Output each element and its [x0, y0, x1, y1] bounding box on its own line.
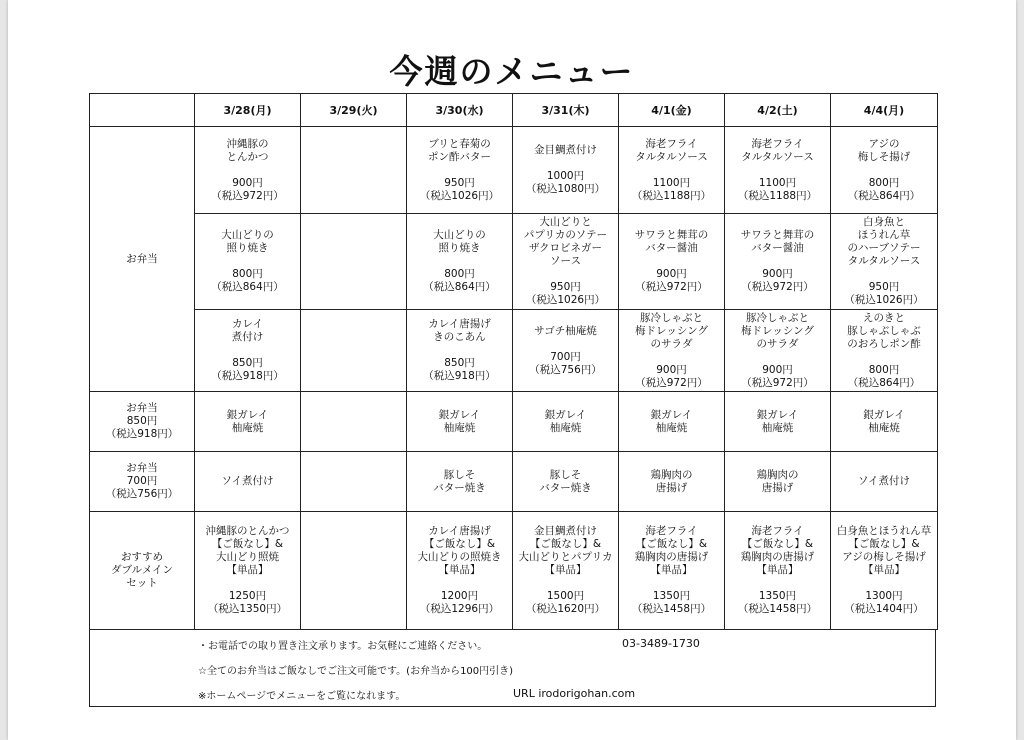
spacer: [725, 164, 830, 177]
price-tax: （税込972円）: [741, 281, 814, 293]
price: 900円: [762, 268, 793, 280]
price: 800円: [444, 268, 475, 280]
dish-name: 大山どりと パプリカのソテー ザクロビネガー ソース: [523, 216, 608, 267]
menu-item: [407, 229, 512, 294]
dish-name: 金目鯛煮付け 【ご飯なし】& 大山どりとパプリカ 【単品】: [518, 525, 613, 576]
spacer: [407, 577, 512, 590]
spacer: [831, 351, 937, 364]
menu-item: [619, 229, 724, 294]
spacer: [513, 268, 618, 281]
footer-no-rice-note: ☆全てのお弁当はご飯なしでご注文可能です。(お弁当から100円引き): [198, 666, 514, 677]
menu-cell: [831, 214, 938, 310]
dish-name: カレイ唐揚げ 【ご飯なし】& 大山どりの照焼き 【単品】: [417, 525, 502, 576]
price: 1100円: [652, 176, 691, 189]
table-row: [90, 392, 938, 452]
dish-name: サゴチ柚庵焼: [534, 324, 597, 337]
menu-cell: [407, 310, 513, 392]
row-label-bento: お弁当: [90, 127, 195, 392]
menu-cell: [301, 214, 407, 310]
menu-cell: [619, 214, 725, 310]
spacer: [619, 351, 724, 364]
price: 1350円: [652, 590, 691, 602]
menu-item: [513, 325, 618, 377]
menu-cell: [301, 310, 407, 392]
menu-cell: [513, 310, 619, 392]
price: 1200円: [440, 590, 479, 602]
menu-cell: [407, 512, 513, 630]
dish-name: カレイ 煮付け: [231, 318, 264, 343]
spacer: [725, 577, 830, 590]
dish-name: えのきと 豚しゃぶしゃぶ のおろしポン酢: [847, 311, 921, 350]
menu-cell: ソイ煮付け: [195, 452, 301, 512]
price-tax: （税込1026円）: [844, 294, 924, 306]
date-header: 3/29(火): [301, 94, 407, 127]
menu-cell: [301, 512, 407, 630]
dish-name: ブリと春菊の ポン酢バター: [428, 137, 491, 163]
menu-cell: [725, 214, 831, 310]
spacer: [619, 255, 724, 268]
menu-cell: [725, 127, 831, 214]
label-line: （税込918円）: [105, 428, 179, 440]
price-tax: （税込1188円）: [631, 189, 712, 202]
price-tax: （税込1620円）: [525, 603, 606, 615]
menu-cell: [619, 127, 725, 214]
table-row: [90, 214, 938, 310]
price-tax: （税込1458円）: [737, 603, 818, 615]
menu-item: [725, 229, 830, 294]
dish-name: カレイ唐揚げ きのこあん: [428, 318, 491, 343]
spacer: [195, 255, 300, 268]
menu-item: [407, 318, 512, 383]
price: 700円: [550, 350, 581, 363]
dish-name: 海老フライ 【ご飯なし】& 鶏胸肉の唐揚げ 【単品】: [740, 525, 815, 576]
menu-cell: [513, 127, 619, 214]
menu-cell: 銀ガレイ 柚庵焼: [195, 392, 301, 452]
menu-cell: 豚しそ バター焼き: [513, 452, 619, 512]
footer-url-link[interactable]: URL irodorigohan.com: [513, 687, 636, 700]
price: 1250円: [228, 590, 267, 602]
header-corner: [90, 94, 195, 127]
row-label-bento-850: [90, 392, 195, 452]
menu-cell: 鶏胸肉の 唐揚げ: [619, 452, 725, 512]
menu-item: [619, 525, 724, 616]
price: 800円: [232, 268, 263, 280]
price: 850円: [444, 357, 475, 369]
price-tax: （税込1026円）: [419, 189, 500, 202]
price-tax: （税込972円）: [635, 376, 708, 389]
menu-cell: 銀ガレイ 柚庵焼: [725, 392, 831, 452]
price: 800円: [868, 363, 900, 376]
dish-name: 金目鯛煮付け: [534, 144, 597, 156]
spacer: [195, 577, 300, 590]
spacer: [831, 268, 937, 281]
date-header: 3/30(水): [407, 94, 513, 127]
menu-item: [831, 138, 937, 203]
table-row: [90, 452, 938, 512]
dish-name: 大山どりの 照り焼き: [433, 229, 486, 254]
dish-name: 海老フライ 【ご飯なし】& 鶏胸肉の唐揚げ 【単品】: [634, 525, 709, 576]
price-tax: （税込1296円）: [419, 603, 500, 615]
spacer: [407, 255, 512, 268]
menu-cell: 鶏胸肉の 唐揚げ: [725, 452, 831, 512]
dish-name: 白身魚とほうれん草 【ご飯なし】& アジの梅しそ揚げ 【単品】: [836, 525, 932, 576]
dish-name: 沖縄豚の とんかつ: [226, 137, 269, 163]
row-label-double-set: おすすめ ダブルメイン セット: [90, 512, 195, 630]
price-tax: （税込1458円）: [631, 603, 712, 615]
menu-item: [725, 525, 830, 616]
spacer: [831, 577, 937, 590]
menu-cell: [301, 452, 407, 512]
page-title: 今週のメニュー: [389, 52, 635, 91]
dish-name: サワラと舞茸の バター醤油: [634, 229, 709, 254]
table-row: [90, 310, 938, 392]
menu-cell: [301, 127, 407, 214]
menu-cell: [619, 310, 725, 392]
dish-name: 海老フライ タルタルソース: [635, 137, 708, 163]
price: 900円: [656, 363, 687, 376]
price: 1350円: [758, 590, 797, 602]
menu-cell: [195, 127, 301, 214]
spacer: [407, 164, 512, 177]
dish-name: 豚冷しゃぶと 梅ドレッシング のサラダ: [741, 311, 814, 350]
price: 1300円: [865, 590, 903, 602]
dish-name: 沖縄豚のとんかつ 【ご飯なし】& 大山どり照焼 【単品】: [205, 525, 290, 576]
price: 850円: [232, 357, 263, 369]
dish-name: サワラと舞茸の バター醤油: [740, 229, 815, 254]
menu-item: [831, 525, 937, 616]
menu-cell: [831, 127, 938, 214]
dish-name: 大山どりの 照り焼き: [221, 229, 274, 254]
spacer: [619, 164, 724, 177]
spacer: [725, 351, 830, 364]
price: 800円: [868, 176, 900, 189]
table-row: [90, 512, 938, 630]
menu-cell: 豚しそ バター焼き: [407, 452, 513, 512]
price: 950円: [868, 281, 900, 293]
menu-cell: [195, 512, 301, 630]
menu-cell: [407, 127, 513, 214]
menu-cell: [831, 310, 938, 392]
price-tax: （税込864円）: [423, 281, 496, 293]
price-tax: （税込1188円）: [737, 189, 818, 202]
label-line: 700円: [126, 475, 158, 487]
menu-item: [725, 312, 830, 390]
price: 1000円: [546, 170, 585, 182]
menu-table: [89, 93, 938, 630]
price-tax: （税込918円）: [211, 370, 284, 382]
menu-cell: [301, 392, 407, 452]
price-tax: （税込1080円）: [525, 183, 606, 195]
spacer: [725, 255, 830, 268]
price-tax: （税込864円）: [847, 189, 921, 202]
spacer: [831, 164, 937, 177]
price: 900円: [762, 363, 793, 376]
date-header: 3/28(月): [195, 94, 301, 127]
menu-item: [407, 138, 512, 203]
menu-cell: 銀ガレイ 柚庵焼: [407, 392, 513, 452]
label-line: 850円: [126, 415, 158, 427]
menu-item: [195, 229, 300, 294]
menu-item: [513, 144, 618, 196]
price-tax: （税込864円）: [847, 376, 921, 389]
label-line: お弁当: [126, 462, 158, 474]
price: 1100円: [758, 176, 797, 189]
menu-cell: [831, 512, 938, 630]
price-tax: （税込756円）: [529, 363, 602, 376]
menu-cell: [725, 512, 831, 630]
dish-name: アジの 梅しそ揚げ: [857, 137, 911, 163]
date-header: 4/1(金): [619, 94, 725, 127]
menu-cell: [513, 512, 619, 630]
price-tax: （税込918円）: [423, 370, 496, 382]
price: 950円: [444, 176, 475, 189]
footer-notes: [89, 629, 936, 707]
menu-cell: [195, 310, 301, 392]
menu-cell: [195, 214, 301, 310]
menu-item: [619, 138, 724, 203]
menu-cell: [619, 512, 725, 630]
menu-item: [513, 525, 618, 616]
menu-cell: [513, 214, 619, 310]
menu-item: [619, 312, 724, 390]
menu-cell: 銀ガレイ 柚庵焼: [513, 392, 619, 452]
label-line: （税込756円）: [105, 488, 179, 500]
spacer: [619, 577, 724, 590]
menu-item: [725, 138, 830, 203]
menu-item: [513, 216, 618, 307]
label-line: お弁当: [126, 402, 158, 414]
price-tax: （税込972円）: [741, 376, 814, 389]
dish-name: 豚冷しゃぶと 梅ドレッシング のサラダ: [635, 311, 708, 350]
menu-cell: [725, 310, 831, 392]
price: 900円: [232, 176, 263, 189]
dish-name: 海老フライ タルタルソース: [741, 137, 814, 163]
spacer: [513, 157, 618, 170]
table-row: [90, 127, 938, 214]
row-label-bento-700: [90, 452, 195, 512]
price-tax: （税込1350円）: [207, 603, 288, 615]
menu-cell: 銀ガレイ 柚庵焼: [619, 392, 725, 452]
menu-item: [407, 525, 512, 616]
menu-cell: [407, 214, 513, 310]
menu-item: [195, 138, 300, 203]
footer-homepage-note: ※ホームページでメニューをご覧になれます。: [198, 691, 406, 702]
menu-cell: ソイ煮付け: [831, 452, 938, 512]
spacer: [513, 577, 618, 590]
spacer: [513, 338, 618, 351]
spacer: [195, 344, 300, 357]
dish-name: 白身魚と ほうれん草 のハーブソテー タルタルソース: [847, 216, 921, 267]
footer-phone-note: ・お電話での取り置き注文承ります。お気軽にご連絡ください。: [198, 641, 488, 652]
price-tax: （税込1026円）: [525, 294, 606, 306]
footer-phone-number[interactable]: 03-3489-1730: [622, 637, 700, 650]
date-header: 3/31(木): [513, 94, 619, 127]
date-header-row: [90, 94, 938, 127]
menu-item: [195, 525, 300, 616]
menu-cell: 銀ガレイ 柚庵焼: [831, 392, 938, 452]
spacer: [407, 344, 512, 357]
date-header: 4/4(月): [831, 94, 938, 127]
spacer: [195, 164, 300, 177]
price-tax: （税込972円）: [211, 189, 284, 202]
menu-item: [195, 318, 300, 383]
price-tax: （税込972円）: [635, 281, 708, 293]
price-tax: （税込1404円）: [844, 603, 924, 615]
menu-item: [831, 216, 937, 307]
price: 1500円: [546, 590, 585, 602]
price: 900円: [656, 268, 687, 280]
price-tax: （税込864円）: [211, 281, 284, 293]
price: 950円: [550, 281, 581, 293]
menu-item: [831, 312, 937, 390]
date-header: 4/2(土): [725, 94, 831, 127]
